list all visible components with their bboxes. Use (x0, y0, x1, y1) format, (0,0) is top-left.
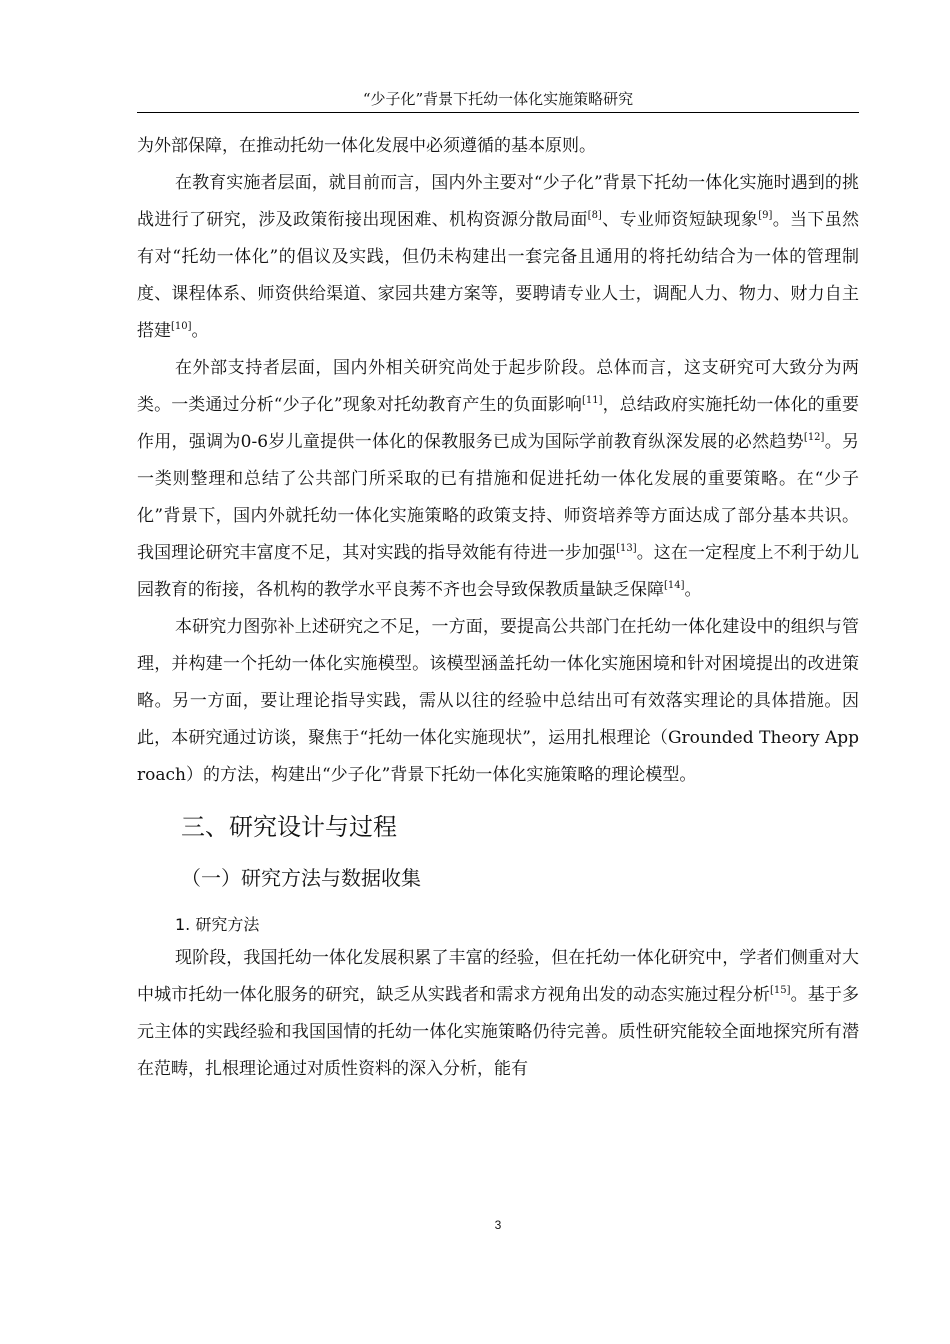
citation-marker: [9] (758, 210, 773, 221)
page-body (137, 128, 859, 1088)
paragraph-text: 本研究力图弥补上述研究之不足，一方面，要提高公共部门在托幼一体化建设中的组织与管理，并构建一个托幼一体化实施模型。该模型涵盖托幼一体化实施困境和针对困境提出的改进策略。另一方面，要让理论指导实践，需从以往的经验中总结出可有效落实理论的具体措施。因此，本研究通过访谈，聚焦于“托幼一体化实施现状”，运用扎根理论（Grounded Theory Approach）的方法，构建出“少子化”背景下托幼一体化实施策略的理论模型。 (137, 617, 859, 785)
citation-marker: [8] (587, 210, 602, 221)
paragraph-text: 为外部保障，在推动托幼一体化发展中必须遵循的基本原则。 (137, 136, 596, 156)
body-paragraph (137, 609, 859, 794)
subsubsection-heading: 1. 研究方法 (175, 915, 260, 934)
page-number: 3 (494, 1218, 502, 1232)
paragraph-text: 在教育实施者层面，就目前而言，国内外主要对“少子化”背景下托幼一体化实施时遇到的挑战进行了研究，涉及政策衔接出现困难、机构资源分散局面 (137, 173, 859, 230)
paragraph-text: 。这在一定程度上不利于幼儿园教育的衔接，各机构的教学水平良莠不齐也会导致保教质量缺乏保障 (137, 543, 860, 600)
citation-marker: [11] (582, 395, 603, 406)
paragraph-text: 。 (191, 321, 209, 341)
paragraph-text: 。当下虽然有对“托幼一体化”的倡议及实践，但仍未构建出一套完备且通用的将托幼结合为一体的管理制度、课程体系、师资供给渠道、家园共建方案等，要聘请专业人士，调配人力、物力、财力自主搭建 (137, 210, 860, 341)
paragraph-group-intro (137, 128, 859, 794)
citation-marker: [12] (803, 432, 825, 443)
paragraph-text: 现阶段，我国托幼一体化发展积累了丰富的经验，但在托幼一体化研究中，学者们侧重对大中城市托幼一体化服务的研究，缺乏从实践者和需求方视角出发的动态实施过程分析 (137, 948, 859, 1005)
paragraph-group-method (137, 940, 859, 1088)
body-paragraph (137, 128, 859, 165)
citation-marker: [10] (171, 321, 192, 332)
body-paragraph (137, 350, 859, 609)
running-header: “少子化”背景下托幼一体化实施策略研究 (137, 86, 859, 113)
subsection-heading: （一）研究方法与数据收集 (181, 866, 421, 890)
paragraph-text: 在外部支持者层面，国内外相关研究尚处于起步阶段。总体而言，这支研究可大致分为两类。一类通过分析“少子化”现象对托幼教育产生的负面影响 (137, 358, 859, 415)
paragraph-text: 。 (684, 580, 702, 600)
paragraph-text: 、专业师资短缺现象 (601, 210, 759, 230)
citation-marker: [13] (616, 543, 637, 554)
body-paragraph (137, 940, 859, 1088)
paragraph-text: ，总结政府实施托幼一体化的重要作用，强调为0-6岁儿童提供一体化的保教服务已成为国际学前教育纵深发展的必然趋势 (137, 395, 860, 452)
paragraph-text: 。基于多元主体的实践经验和我国国情的托幼一体化实施策略仍待完善。质性研究能较全面地探究所有潜在范畴，扎根理论通过对质性资料的深入分析，能有 (137, 985, 859, 1079)
citation-marker: [14] (664, 580, 685, 591)
body-paragraph (137, 165, 859, 350)
citation-marker: [15] (770, 985, 791, 996)
paragraph-text: 。另一类则整理和总结了公共部门所采取的已有措施和促进托幼一体化发展的重要策略。在“少子化”背景下，国内外就托幼一体化实施策略的政策支持、师资培养等方面达成了部分基本共识。我国理论研究丰富度不足，其对实践的指导效能有待进一步加强 (137, 432, 860, 563)
section-heading: 三、研究设计与过程 (181, 813, 397, 841)
